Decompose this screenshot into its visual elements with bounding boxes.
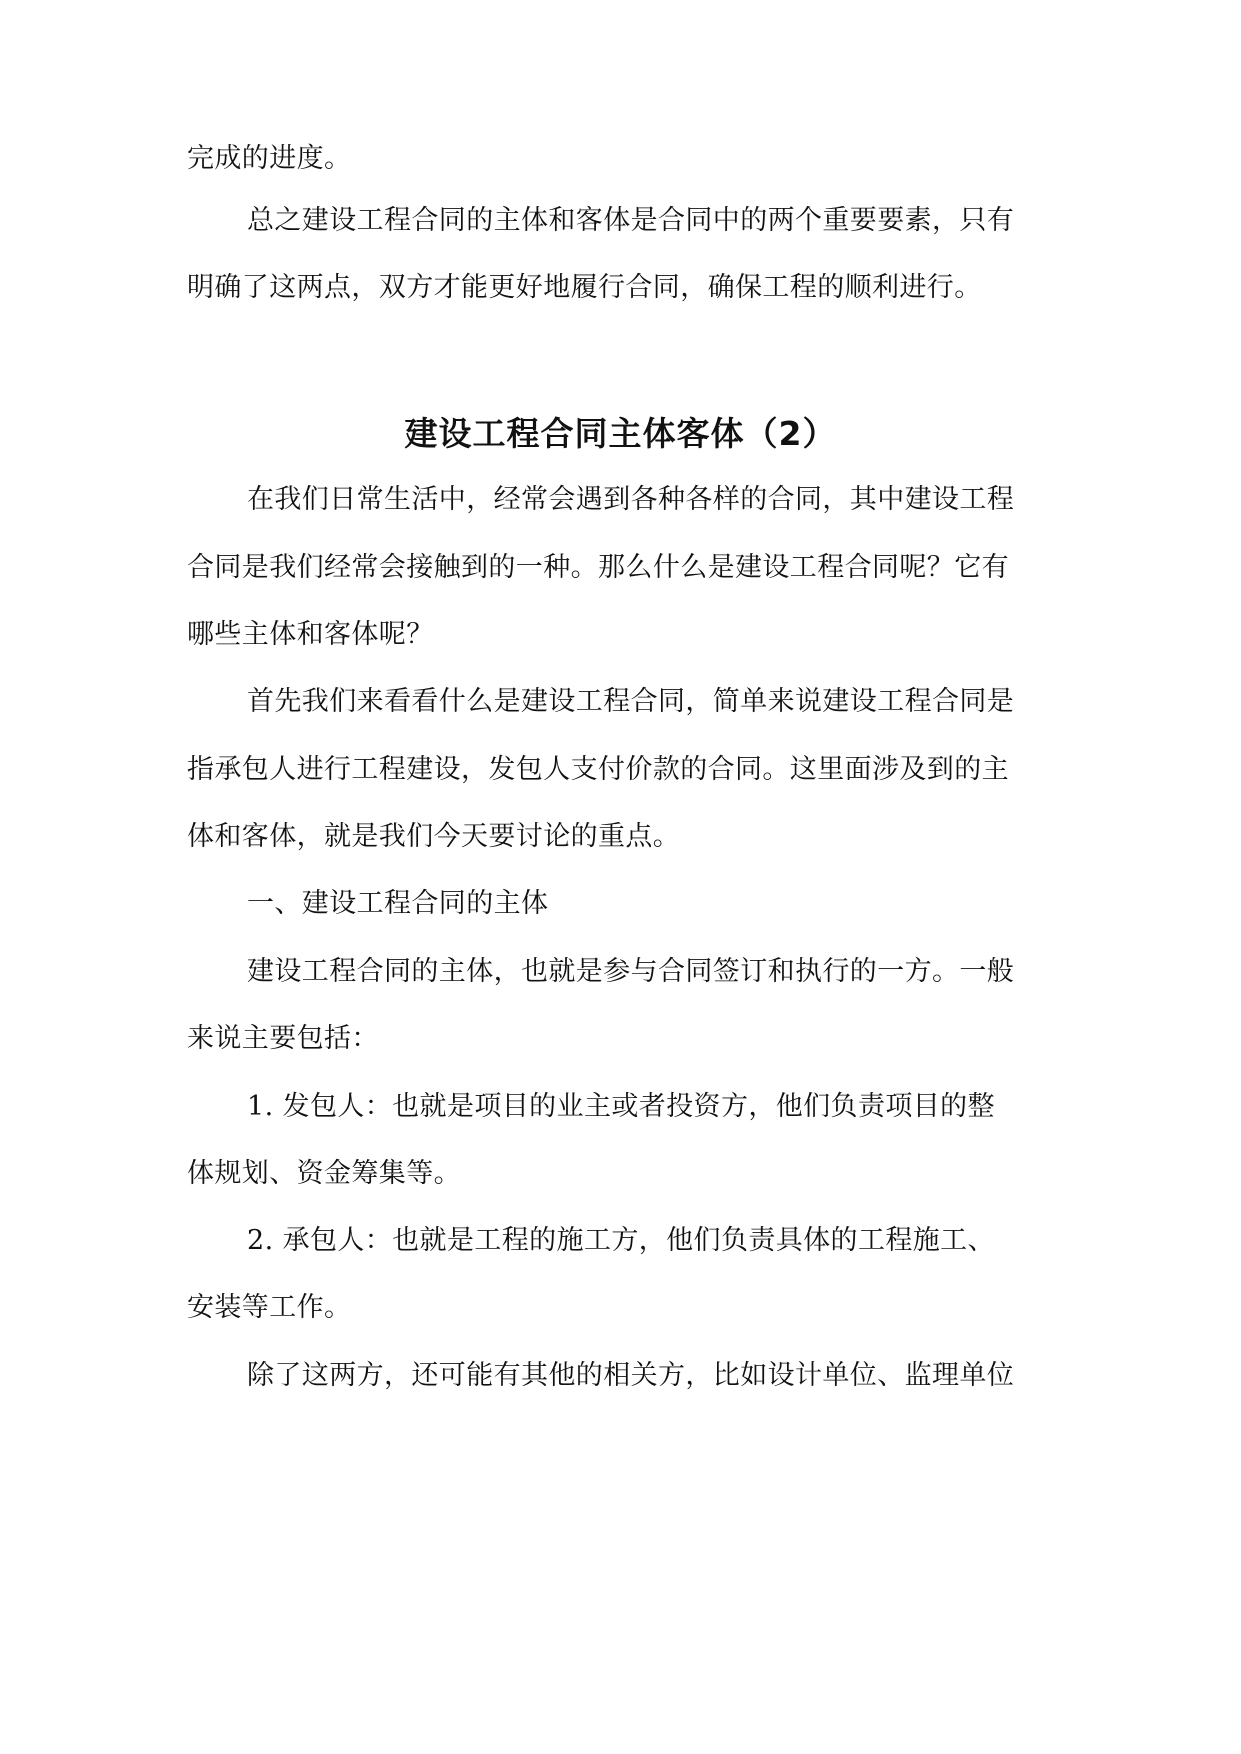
list-item-contractor: 2. 承包人：也就是工程的施工方，他们负责具体的工程施工、: [247, 1225, 995, 1256]
paragraph-intro: 在我们日常生活中，经常会遇到各种各样的合同，其中建设工程: [247, 484, 1015, 515]
paragraph-other-parties: 除了这两方，还可能有其他的相关方，比如设计单位、监理单位: [247, 1360, 1015, 1391]
text-line: 体和客体，就是我们今天要讨论的重点。: [187, 821, 681, 852]
text-line: 明确了这两点，双方才能更好地履行合同，确保工程的顺利进行。: [187, 272, 982, 303]
text-line: 合同是我们经常会接触到的一种。那么什么是建设工程合同呢？它有: [187, 552, 1009, 583]
paragraph-subject: 建设工程合同的主体，也就是参与合同签订和执行的一方。一般: [247, 956, 1015, 987]
paragraph-conclusion: 总之建设工程合同的主体和客体是合同中的两个重要要素，只有: [247, 205, 1015, 236]
text-line: 指承包人进行工程建设，发包人支付价款的合同。这里面涉及到的主: [187, 754, 1009, 785]
text-line: 安装等工作。: [187, 1292, 352, 1323]
subheading-subject: 一、建设工程合同的主体: [247, 888, 549, 919]
text-line: 哪些主体和客体呢？: [187, 619, 434, 650]
section-title: 建设工程合同主体客体（2）: [404, 414, 837, 453]
text-line: 来说主要包括：: [187, 1023, 379, 1054]
list-item-employer: 1. 发包人：也就是项目的业主或者投资方，他们负责项目的整: [247, 1091, 995, 1122]
text-line: 体规划、资金筹集等。: [187, 1158, 461, 1189]
paragraph-definition: 首先我们来看看什么是建设工程合同，简单来说建设工程合同是: [247, 686, 1015, 717]
text-line: 完成的进度。: [187, 143, 352, 174]
